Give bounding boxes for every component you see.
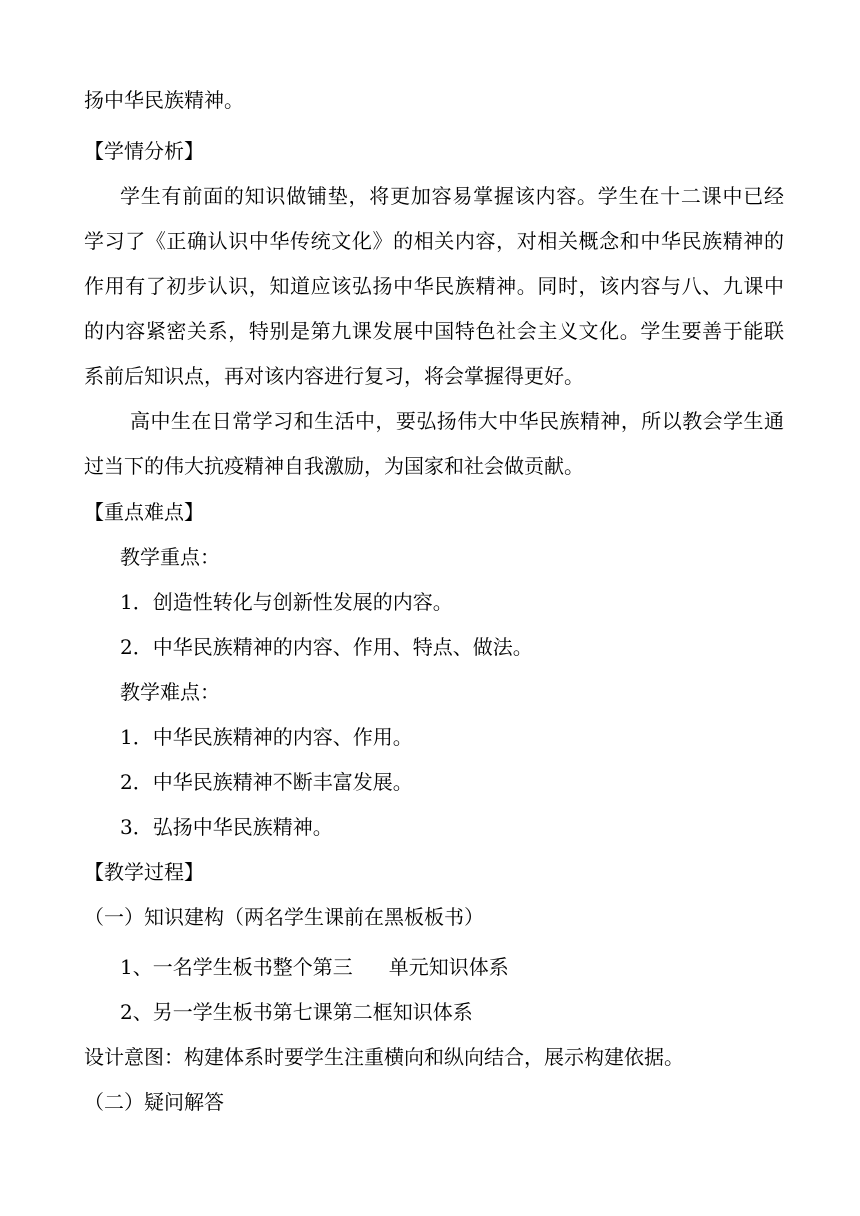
design-intent: 设计意图：构建体系时要学生注重横向和纵向结合，展示构建依据。 xyxy=(84,1045,684,1069)
list-item: 2、另一学生板书第七课第二框知识体系 xyxy=(120,1000,473,1024)
paragraph-line: 过当下的伟大抗疫精神自我激励，为国家和社会做贡献。 xyxy=(84,454,584,478)
paragraph-line: 高中生在日常学习和生活中，要弘扬伟大中华民族精神，所以教会学生通 xyxy=(130,409,784,433)
step-text-part: 1、一名学生板书整个第三 xyxy=(120,955,353,979)
step-text-part: 单元知识体系 xyxy=(388,955,509,979)
subsection-heading: （一）知识建构（两名学生课前在黑板板书） xyxy=(84,905,484,929)
section-heading-key-points: 【重点难点】 xyxy=(84,500,204,524)
list-item: 2．中华民族精神不断丰富发展。 xyxy=(120,770,413,794)
list-item: 1．创造性转化与创新性发展的内容。 xyxy=(120,590,453,614)
paragraph-line: 学习了《正确认识中华传统文化》的相关内容，对相关概念和中华民族精神的 xyxy=(84,229,784,253)
list-item: 3．弘扬中华民族精神。 xyxy=(120,815,333,839)
paragraph-line: 的内容紧密关系，特别是第九课发展中国特色社会主义文化。学生要善于能联 xyxy=(84,319,784,343)
list-item: 2．中华民族精神的内容、作用、特点、做法。 xyxy=(120,635,533,659)
text-line: 扬中华民族精神。 xyxy=(84,88,244,112)
list-item xyxy=(120,951,820,983)
key-points-label: 教学重点： xyxy=(120,545,220,569)
paragraph-line: 学生有前面的知识做铺垫，将更加容易掌握该内容。学生在十二课中已经 xyxy=(120,184,784,208)
difficulties-label: 教学难点： xyxy=(120,680,220,704)
subsection-heading: （二）疑问解答 xyxy=(84,1090,224,1114)
paragraph-line: 作用有了初步认识，知道应该弘扬中华民族精神。同时，该内容与八、九课中 xyxy=(84,274,784,298)
paragraph-line: 系前后知识点，再对该内容进行复习，将会掌握得更好。 xyxy=(84,364,584,388)
section-heading-student-analysis: 【学情分析】 xyxy=(84,139,204,163)
list-item: 1．中华民族精神的内容、作用。 xyxy=(120,725,413,749)
section-heading-teaching-process: 【教学过程】 xyxy=(84,860,204,884)
